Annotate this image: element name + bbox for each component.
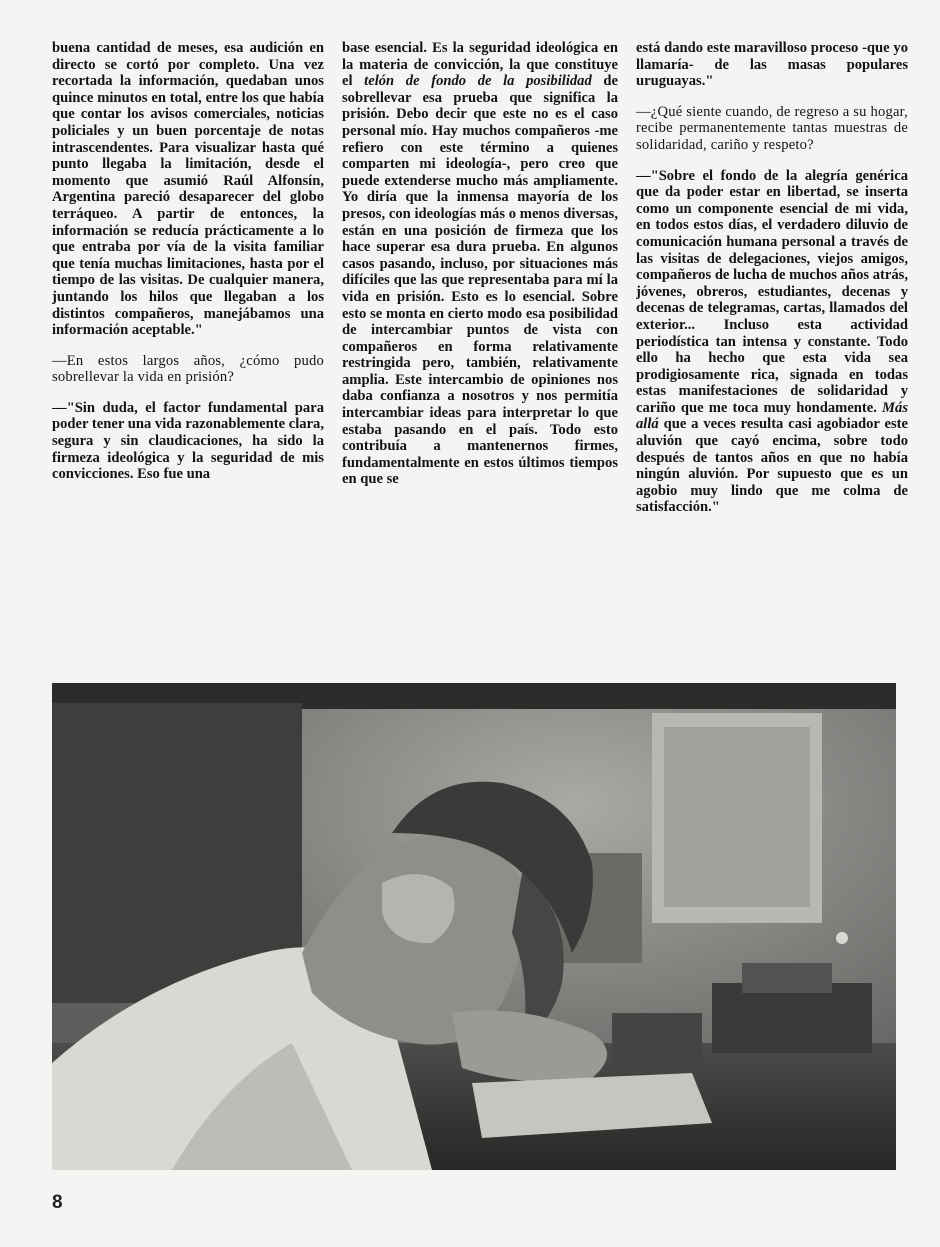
column-2 (342, 40, 618, 670)
text-run: base esencial. Es la seguridad ideológica en la materia de convicción, la que constituye el (342, 40, 618, 90)
photograph-illustration (52, 683, 896, 1170)
article-body (52, 40, 908, 670)
page-number: 8 (52, 1192, 63, 1213)
interview-answer (636, 168, 908, 516)
photograph (52, 683, 896, 1170)
text-run: —"Sobre el fondo de la alegría genérica que da poder estar en libertad, se inserta como un componente esencial de mi vida, en todos estos días, el verdadero diluvio de comunicación humana personal a través de las visitas de delegaciones, viejos amigos, compañeros de lucha de muchos años atrás, jóvenes, obreros, estudiantes, decenas y decenas de telegramas, cartas, llamados del exterior... Incluso esta actividad periodística tan intensa y constante. Todo ello ha hecho que esta vida sea prodigiosamente rica, signada en todas estas manifestaciones de solidaridad y cariño que me toca muy hondamente. (636, 167, 908, 416)
answer-continuation: está dando este maravilloso proceso -que yo llamaría- de las masas populares uruguayas." (636, 40, 908, 90)
interview-answer: —"Sin duda, el factor fundamental para poder tener una vida razonablemente clara, segura y sin claudicaciones, ha sido la firmeza ideológica y la seguridad de mis convicciones. Eso fue una (52, 399, 324, 483)
answer-continuation: buena cantidad de meses, esa audición en directo se cortó por completo. Una vez recortada la información, quedaban unos quince minutos en total, entre los que había que contar los avisos comerciales, noticias policiales y un buen porcentaje de notas intrascendentes. Para visualizar hasta qué punto llegaba la limitación, desde el momento que asumió Raúl Alfonsín, Argentina pareció desaparecer del globo terráqueo. A partir de entonces, la información se reducía prácticamente a lo que entraba por vía de la visita familiar que tenía muchas limitaciones, hasta por el tiempo de las visitas. De cualquier manera, juntando los hilos que llegaban a los distintos compañeros, manejábamos una información aceptable." (52, 40, 324, 339)
text-run: que a veces resulta casi agobiador este aluvión que cayó encima, sobre todo después de tantos años en que no había ningún aluvión. Por supuesto que es un agobio muy lindo que me colma de satisfacción." (636, 416, 908, 516)
column-1 (52, 40, 324, 670)
text-run: de sobrellevar esa prueba que significa la prisión. Debo decir que este no es el caso personal mío. Hay muchos compañeros -me refiero con este término a quienes comparten mi ideología-, pero creo que puede extenderse mucho más ampliamente. Yo diría que la inmensa mayoría de los presos, con ideologías más o menos diversas, están en una posición de firmeza que los hace superar esa dura prueba. En algunos casos pasando, incluso, por situaciones más difíciles que las que representaba para mí la vida en prisión. Esto es lo esencial. Sobre esto se monta en cierto modo esa posibilidad de intercambiar puntos de vista con compañeros en forma relativamente restringida pero, también, relativamente amplia. Este intercambio de opiniones nos daba confianza a nosotros y nos permitía intercambiar ideas para interpretar lo que estaba pasando en el país. Todo esto contribuía a mantenernos firmes, fundamentalmente en estos últimos tiempos en que se (342, 73, 618, 488)
italic-run: telón de fondo de la posibilidad (364, 73, 592, 90)
interview-question: —¿Qué siente cuando, de regreso a su hogar, recibe permanentemente tantas muestras de solidaridad, cariño y respeto? (636, 103, 908, 153)
column-3 (636, 40, 908, 670)
italic-run: Más allá (636, 399, 908, 433)
interview-question: —En estos largos años, ¿cómo pudo sobrellevar la vida en prisión? (52, 352, 324, 386)
answer-continuation (342, 40, 618, 488)
